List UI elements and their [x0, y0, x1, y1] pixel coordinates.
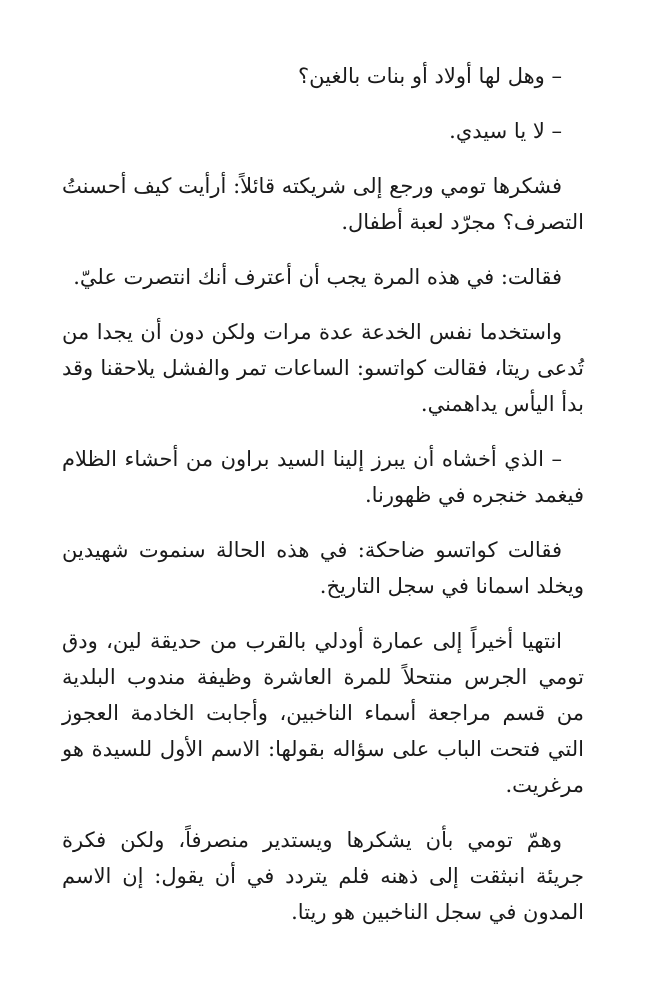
paragraph-bold-idea: وهمّ تومي بأن يشكرها ويستدير منصرفاً، ولكن فكرة جريئة انبثقت إلى ذهنه فلم يتردد في أن يقول: إن الاسم المدون في سجل الناخبين هو ريتا. [62, 828, 584, 924]
paragraph-fear-brown: – الذي أخشاه أن يبرز إلينا السيد براون من أحشاء الظلام فيغمد خنجره في ظهورنا. [62, 447, 584, 507]
paragraph-answer-no: – لا يا سيدي. [449, 119, 562, 143]
paragraph-she-concedes: فقالت: في هذه المرة يجب أن أعترف أنك انتصرت عليّ. [73, 265, 562, 289]
paragraph-repeated-trick: واستخدما نفس الخدعة عدة مرات ولكن دون أن يجدا من تُدعى ريتا، فقالت كواتسو: الساعات تمر والفشل يلاحقنا وقد بدأ اليأس يداهمني. [62, 320, 584, 416]
paragraph-tommy-thanks: فشكرها تومي ورجع إلى شريكته قائلاً: أرأيت كيف أحسنتُ التصرف؟ مجرّد لعبة أطفال. [62, 174, 584, 234]
paragraph-question-children: – وهل لها أولاد أو بنات بالغين؟ [297, 64, 562, 88]
paragraph-martyrs: فقالت كواتسو ضاحكة: في هذه الحالة سنموت شهيدين ويخلد اسمانا في سجل التاريخ. [62, 538, 584, 598]
paragraph-audley-building: انتهيا أخيراً إلى عمارة أودلي بالقرب من حديقة لين، ودق تومي الجرس منتحلاً للمرة العاشرة وظيفة مندوب البلدية من قسم مراجعة أسماء الناخبين، وأجابت الخادمة العجوز التي فتحت الباب على سؤاله بقولها: الاسم الأول للسيدة هو مرغريت. [62, 629, 584, 797]
